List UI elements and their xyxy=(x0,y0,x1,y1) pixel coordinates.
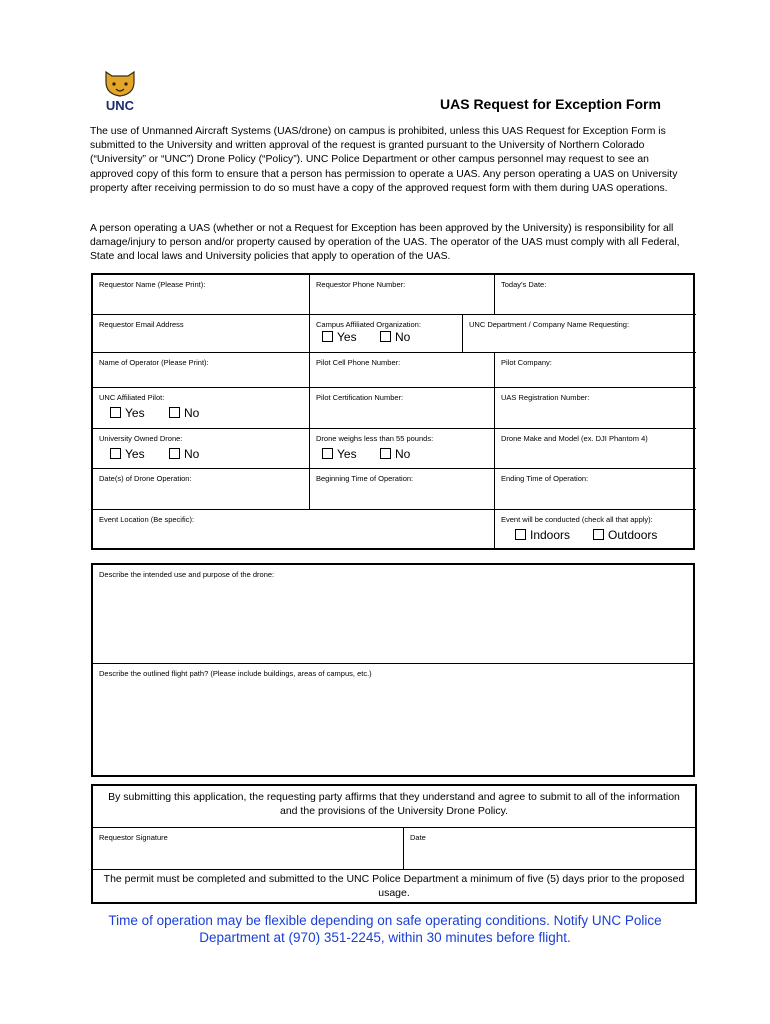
requestor-name-field[interactable]: Requestor Name (Please Print): xyxy=(99,280,206,289)
permit-notice-cell xyxy=(93,869,695,902)
permit-notice-text: The permit must be completed and submitted to the UNC Police Department a minimum of five (5) days prior to the proposed usage. xyxy=(103,873,685,899)
requestor-signature-field[interactable]: Requestor Signature xyxy=(93,827,403,869)
university-owned-yes-checkbox[interactable]: Yes xyxy=(110,447,145,461)
intro-paragraph-2: A person operating a UAS (whether or not a Request for Exception has been approved by the University) is responsibility for all damage/injury to person and/or property caused by operation of the UAS. The operator of the UAS must comply with all Federal, State and local laws and University policies that apply to operation of the UAS. xyxy=(90,223,680,263)
flight-path-field[interactable]: Describe the outlined flight path? (Please include buildings, areas of campus, etc.) xyxy=(93,663,693,775)
time-of-operation-notice: Time of operation may be flexible depending on safe operating conditions. Notify UNC Police Department at (970) 351-2245, within 30 minutes before flight. xyxy=(108,913,662,945)
unc-affiliated-pilot-field: UNC Affiliated Pilot: Yes No xyxy=(93,387,309,428)
form-title: UAS Request for Exception Form xyxy=(440,96,661,112)
campus-org-field: Campus Affiliated Organization: Yes No xyxy=(309,314,462,352)
pilot-company-field[interactable]: Pilot Company: xyxy=(494,352,696,387)
university-owned-field: University Owned Drone: Yes No xyxy=(93,428,309,468)
purpose-field[interactable]: Describe the intended use and purpose of the drone: xyxy=(99,570,275,579)
affiliated-pilot-no-checkbox[interactable]: No xyxy=(169,406,199,420)
drone-weight-field: Drone weighs less than 55 pounds: Yes No xyxy=(309,428,494,468)
intro-paragraph-1: The use of Unmanned Aircraft Systems (UAS/drone) on campus is prohibited, unless this UAS Request for Exception Form is submitted to the University and written approval of the request is granted pursuant to the University of Northern Colorado (“University” or “UNC”) Drone Policy (“Policy”). UNC Police Department or other campus personnel may request to see an approved copy of this form to ensure that a person has permission to operate a UAS. Any person operating a UAS on University property after receiving permission to do so must have a copy of the approved request form with them during UAS operations. xyxy=(90,126,678,194)
pilot-cert-field[interactable]: Pilot Certification Number: xyxy=(309,387,494,428)
drone-weight-no-checkbox[interactable]: No xyxy=(380,447,410,461)
requestor-phone-field[interactable]: Requestor Phone Number: xyxy=(309,275,494,314)
affiliated-pilot-yes-checkbox[interactable]: Yes xyxy=(110,406,145,420)
affirmation-table xyxy=(91,784,697,904)
begin-time-field[interactable]: Beginning Time of Operation: xyxy=(309,468,494,509)
request-form-table xyxy=(91,273,695,550)
todays-date-field[interactable]: Today’s Date: xyxy=(494,275,696,314)
event-location-field[interactable]: Event Location (Be specific): xyxy=(93,509,494,550)
end-time-field[interactable]: Ending Time of Operation: xyxy=(494,468,696,509)
university-owned-no-checkbox[interactable]: No xyxy=(169,447,199,461)
indoors-checkbox[interactable]: Indoors xyxy=(515,528,570,542)
describe-table xyxy=(91,563,695,777)
pilot-cell-field[interactable]: Pilot Cell Phone Number: xyxy=(309,352,494,387)
requestor-email-field[interactable]: Requestor Email Address xyxy=(93,314,309,352)
outdoors-checkbox[interactable]: Outdoors xyxy=(593,528,657,542)
dates-of-operation-field[interactable]: Date(s) of Drone Operation: xyxy=(93,468,309,509)
affirmation-text: By submitting this application, the requesting party affirms that they understand and agree to submit to all of the information and the provisions of the University Drone Policy. xyxy=(108,791,680,817)
operator-name-field[interactable]: Name of Operator (Please Print): xyxy=(93,352,309,387)
unc-bear-logo xyxy=(100,68,140,112)
campus-org-no-checkbox[interactable]: No xyxy=(380,330,410,344)
signature-date-field[interactable]: Date xyxy=(403,827,695,869)
logo-text: UNC xyxy=(105,98,135,112)
uas-registration-field[interactable]: UAS Registration Number: xyxy=(494,387,696,428)
event-conducted-field: Event will be conducted (check all that apply): Indoors Outdoors xyxy=(494,509,696,550)
drone-weight-yes-checkbox[interactable]: Yes xyxy=(322,447,357,461)
unc-department-field[interactable]: UNC Department / Company Name Requesting: xyxy=(462,314,696,352)
campus-org-yes-checkbox[interactable]: Yes xyxy=(322,330,357,344)
drone-make-field[interactable]: Drone Make and Model (ex. DJI Phantom 4) xyxy=(494,428,696,468)
